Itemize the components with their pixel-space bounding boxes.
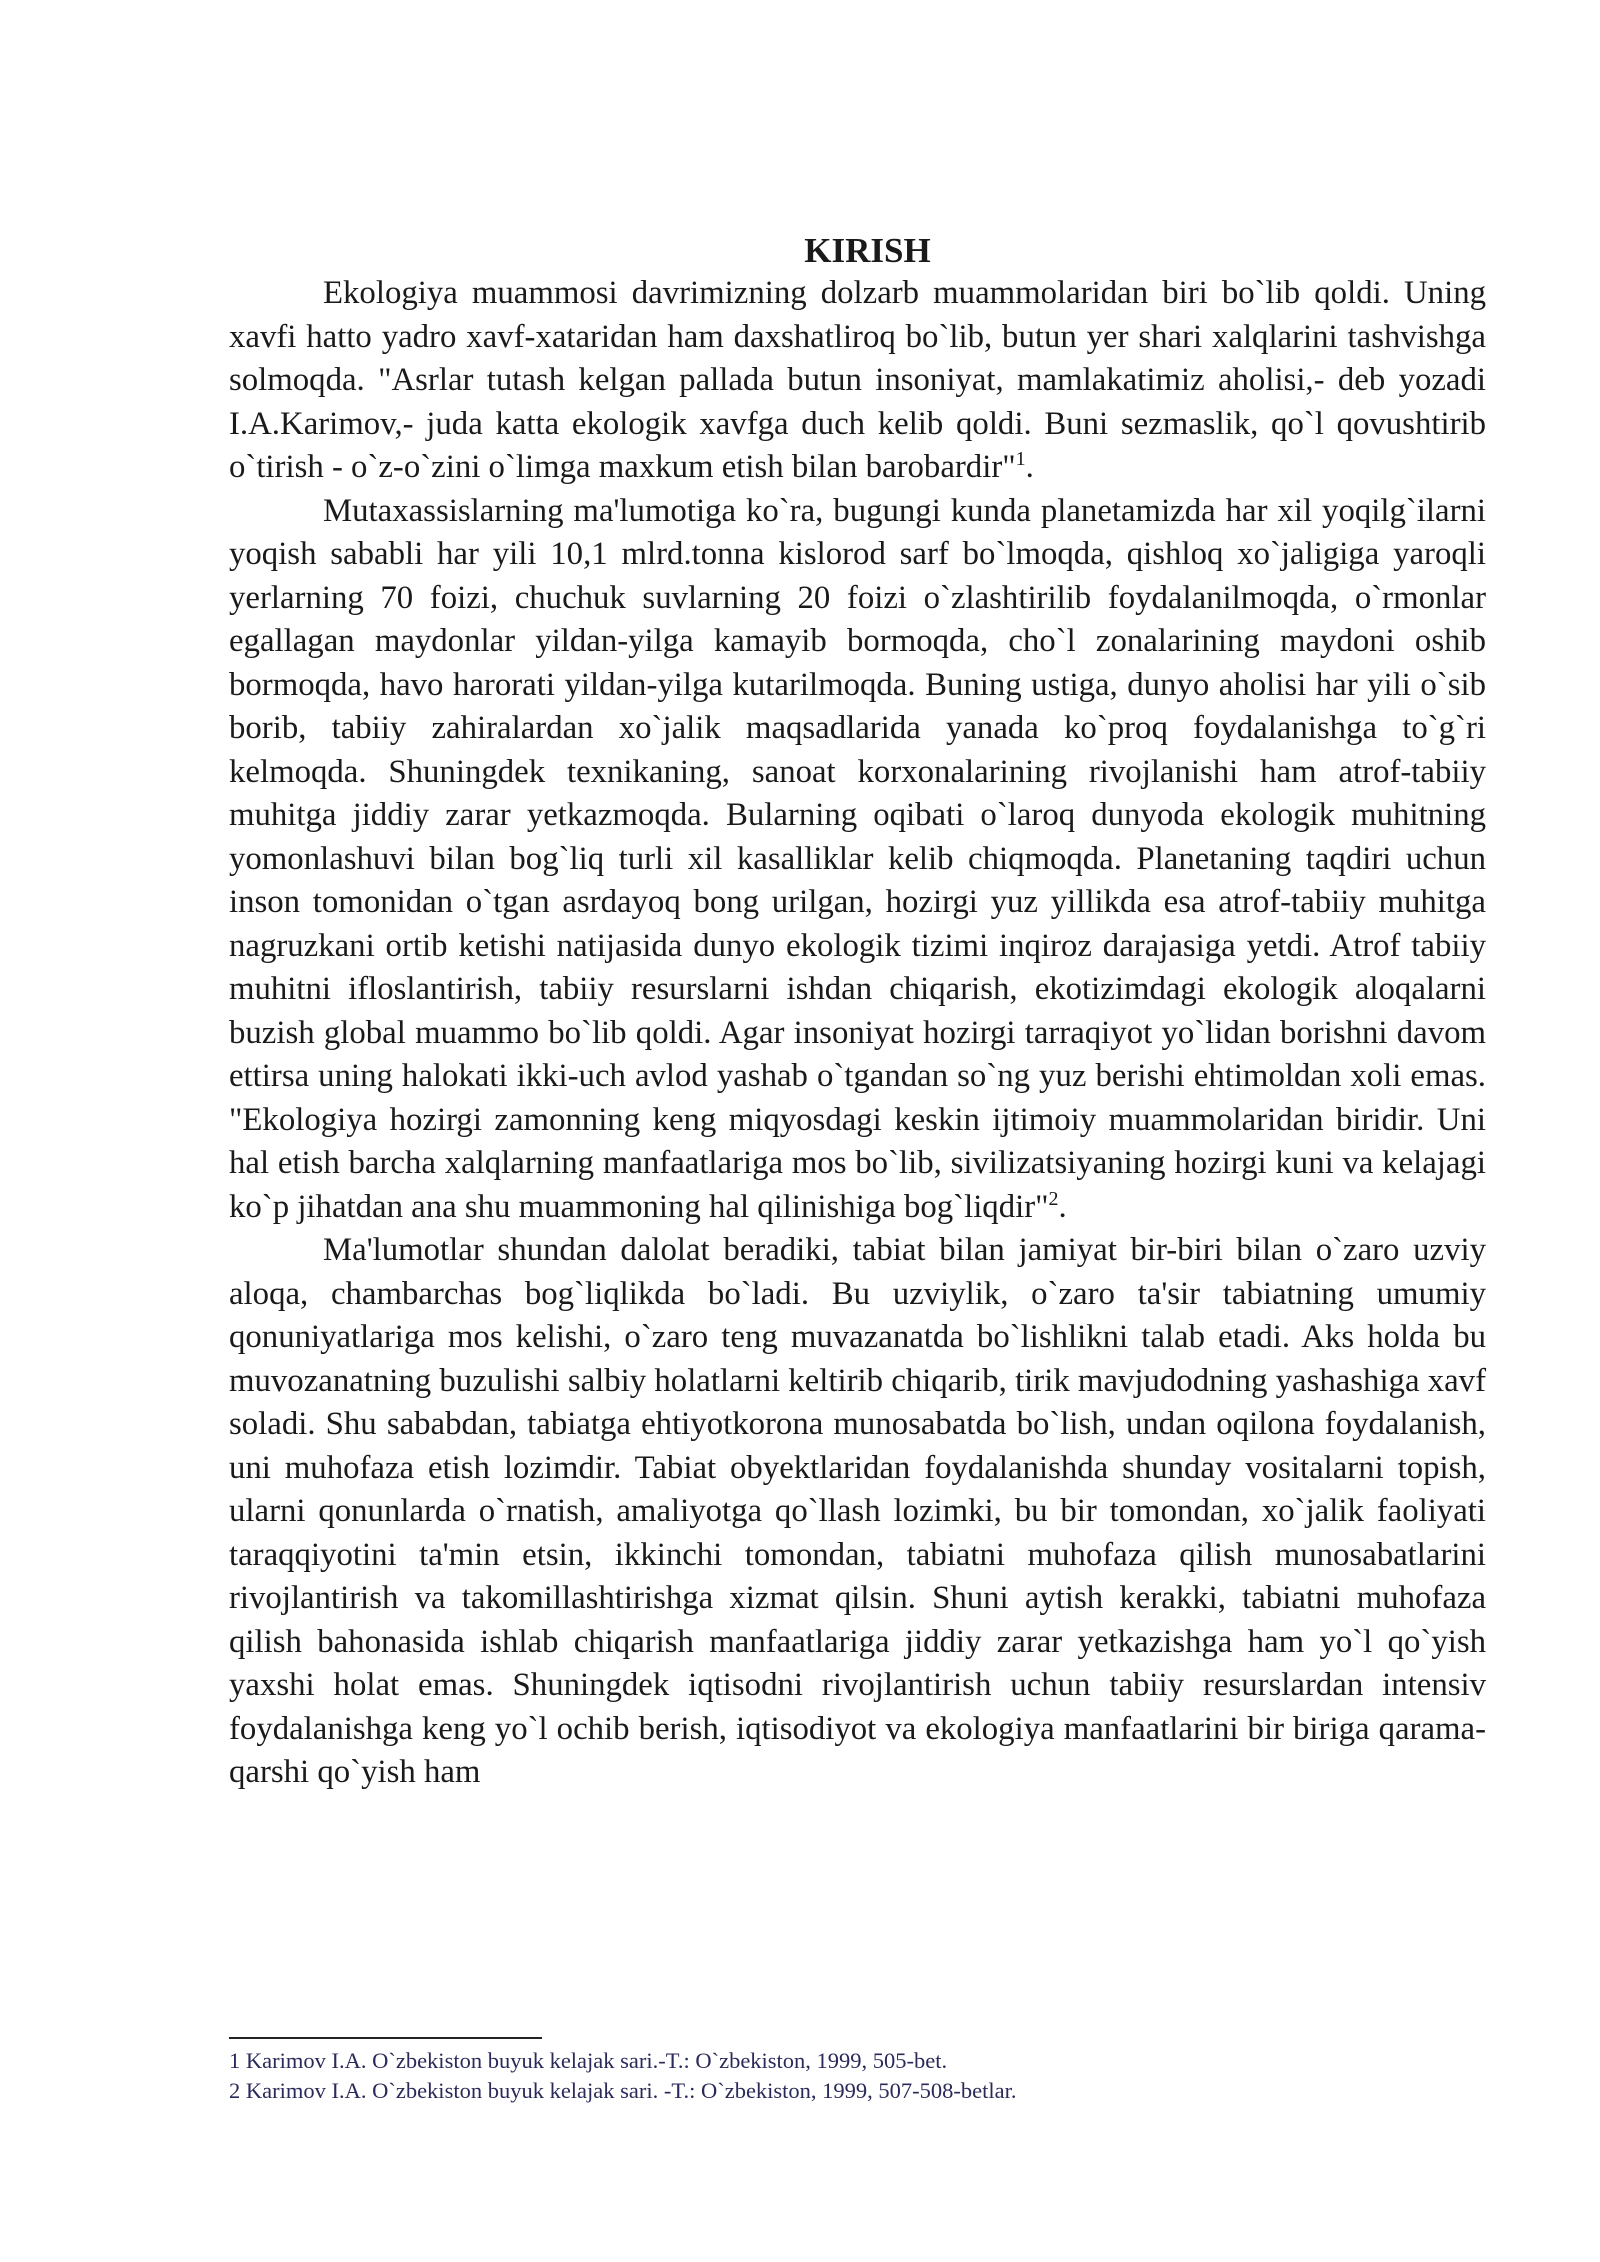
footnote-2: 2 Karimov I.A. O`zbekiston buyuk kelajak sari. -T.: O`zbekiston, 1999, 507-508-betlar. bbox=[229, 2078, 1017, 2103]
paragraph-text: Mutaxassislarning ma'lumotiga ko`ra, bugungi kunda planetamizda har xil yoqilg`ilarni yoqish sababli har yili 10,1 mlrd.tonna kislorod sarf bo`lmoqda, qishloq xo`jaligiga yaroqli yerlarning 70 foizi, chuchuk suvlarning 20 foizi o`zlashtirilib foydalanilmoqda, o`rmonlar egallagan maydonlar yildan-yilga kamayib bormoqda, cho`l zonalarining maydoni oshib bormoqda, havo harorati yildan-yilga kutarilmoqda. Buning ustiga, dunyo aholisi har yili o`sib borib, tabiiy zahiralardan xo`jalik maqsadlarida yanada ko`proq foydalanishga to`g`ri kelmoqda. Shuningdek texnikaning, sanoat korxonalarining rivojlanishi ham atrof-tabiiy muhitga jiddiy zarar yetkazmoqda. Bularning oqibati o`laroq dunyoda ekologik muhitning yomonlashuvi bilan bog`liq turli xil kasalliklar kelib chiqmoqda. Planetaning taqdiri uchun inson tomonidan o`tgan asrdayoq bong urilgan, hozirgi yuz yillikda esa atrof-tabiiy muhitga nagruzkani ortib ketishi natijasida dunyo ekologik tizimi inqiroz darajasiga yetdi. Atrof tabiiy muhitni ifloslantirish, tabiiy resurslarni ishdan chiqarish, ekotizimdagi ekologik aloqalarni buzish global muammo bo`lib qoldi. Agar insoniyat hozirgi tarraqiyot yo`lidan borishni davom ettirsa uning halokati ikki-uch avlod yashab o`tgandan so`ng yuz berishi ehtimoldan xoli emas. "Ekologiya hozirgi zamonning keng miqyosdagi keskin ijtimoiy muammolaridan biridir. Uni hal etish barcha xalqlarning manfaatlariga mos bo`lib, sivilizatsiyaning hozirgi kuni va kelajagi ko`p jihatdan ana shu muammoning hal qilinishiga bog`liqdir" bbox=[229, 492, 1486, 1225]
paragraph-3 bbox=[229, 1229, 1486, 1795]
paragraph-text: Ekologiya muammosi davrimizning dolzarb muammolaridan biri bo`lib qoldi. Uning xavfi hatto yadro xavf-xataridan ham daxshatliroq bo`lib, butun yer shari xalqlarini tashvishga solmoqda. "Asrlar tutash kelgan pallada butun insoniyat, mamlakatimiz aholisi,- deb yozadi I.A.Karimov,- juda katta ekologik xavfga duch kelib qoldi. Buni sezmaslik, qo`l qovushtirib o`tirish - o`z-o`zini o`limga maxkum etish bilan barobardir" bbox=[229, 275, 1486, 485]
footnote-ref-2: 2 bbox=[1048, 1187, 1059, 1210]
paragraph-tail: . bbox=[1058, 1188, 1067, 1225]
footnote-ref-1: 1 bbox=[1015, 448, 1026, 471]
paragraph-2 bbox=[229, 490, 1486, 1230]
footnote-1: 1 Karimov I.A. O`zbekiston buyuk kelajak sari.-T.: O`zbekiston, 1999, 505-bet. bbox=[229, 2048, 948, 2073]
footnotes bbox=[229, 2046, 1486, 2106]
paragraph-text: Ma'lumotlar shundan dalolat beradiki, tabiat bilan jamiyat bir-biri bilan o`zaro uzviy aloqa, chambarchas bog`liqlikda bo`ladi. Bu uzviylik, o`zaro ta'sir tabiatning umumiy qonuniyatlariga mos kelishi, o`zaro teng muvazanatda bo`lishlikni talab etadi. Aks holda bu muvozanatning buzulishi salbiy holatlarni keltirib chiqarib, tirik mavjudodning yashashiga xavf soladi. Shu sababdan, tabiatga ehtiyotkorona munosabatda bo`lish, undan oqilona foydalanish, uni muhofaza etish lozimdir. Tabiat obyektlaridan foydalanishda shunday vositalarni topish, ularni qonunlarda o`rnatish, amaliyotga qo`llash lozimki, bu bir tomondan, xo`jalik faoliyati taraqqiyotini ta'min etsin, ikkinchi tomondan, tabiatni muhofaza qilish munosabatlarini rivojlantirish va takomillashtirishga xizmat qilsin. Shuni aytish kerakki, tabiatni muhofaza qilish bahonasida ishlab chiqarish manfaatlariga jiddiy zarar yetkazishga ham yo`l qo`yish yaxshi holat emas. Shuningdek iqtisodni rivojlantirish uchun tabiiy resurslardan intensiv foydalanishga keng yo`l ochib berish, iqtisodiyot va ekologiya manfaatlarini bir biriga qarama-qarshi qo`yish ham bbox=[229, 1232, 1486, 1790]
page-title: KIRISH bbox=[804, 231, 931, 270]
document-body bbox=[229, 228, 1486, 1795]
paragraph-tail: . bbox=[1025, 449, 1034, 485]
paragraph-1 bbox=[229, 272, 1486, 490]
footnote-separator bbox=[229, 2037, 542, 2039]
